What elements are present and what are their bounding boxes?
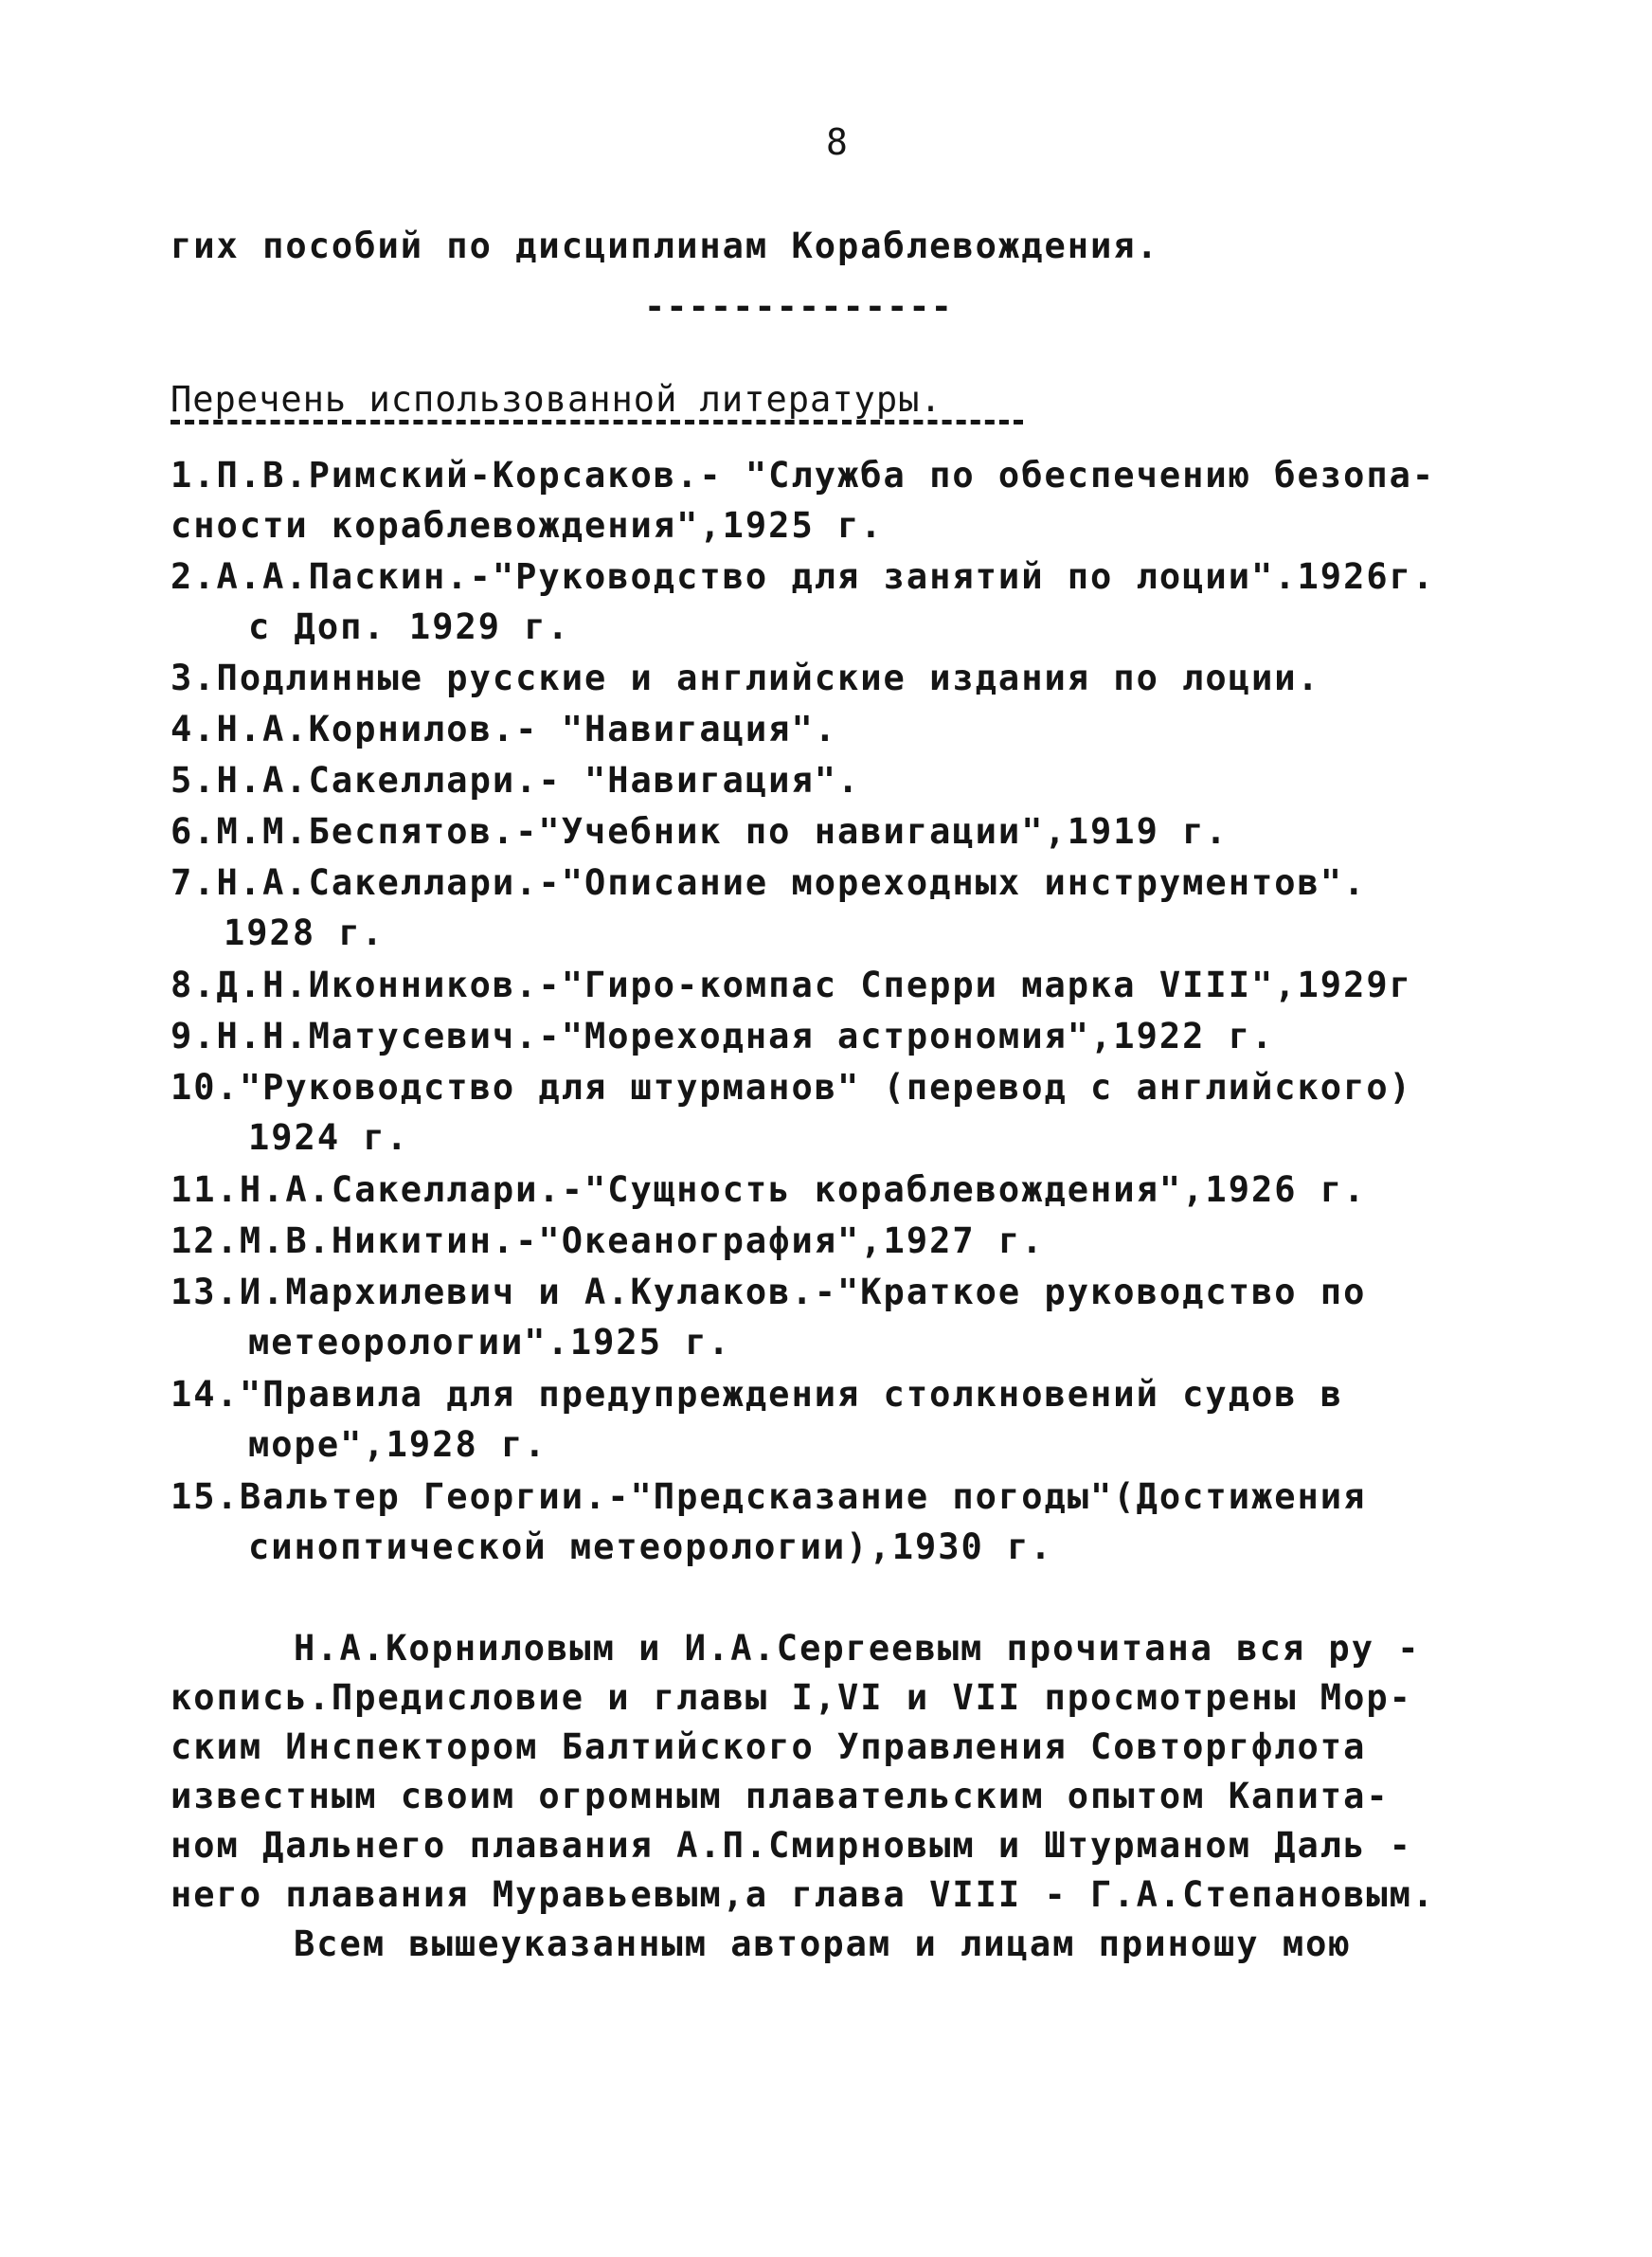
reference-11-line1: 11.Н.А.Сакеллари.-"Сущность кораблевождения",1926 г.	[171, 1169, 1367, 1210]
reference-2-line2: с Доп. 1929 г.	[248, 606, 570, 647]
paragraph-line-1: Н.А.Корниловым и И.А.Сергеевым прочитана вся ру -	[294, 1628, 1421, 1669]
paragraph-line-4: известным своим огромным плавательским опытом Капита-	[171, 1776, 1390, 1816]
reference-6-line1: 6.М.М.Беспятов.-"Учебник по навигации",1919 г.	[171, 811, 1229, 852]
page-number: 8	[826, 121, 848, 163]
references-heading: Перечень использованной литературы.	[171, 379, 943, 420]
reference-14-line1: 14."Правила для предупреждения столкновений судов в	[171, 1374, 1344, 1415]
reference-13-line1: 13.И.Мархилевич и А.Кулаков.-"Краткое руководство по	[171, 1272, 1367, 1312]
reference-4-line1: 4.Н.А.Корнилов.- "Навигация".	[171, 709, 838, 749]
reference-7-line2: 1928 г.	[224, 912, 385, 953]
reference-10-line2: 1924 г.	[248, 1117, 409, 1158]
reference-5-line1: 5.Н.А.Сакеллари.- "Навигация".	[171, 760, 861, 801]
reference-7-line1: 7.Н.А.Сакеллари.-"Описание мореходных инструментов".	[171, 862, 1367, 903]
paragraph-line-2: копись.Предисловие и главы I,VI и VII просмотрены Мор-	[171, 1677, 1412, 1718]
paragraph-line-5: ном Дальнего плавания А.П.Смирновым и Штурманом Даль -	[171, 1825, 1412, 1866]
reference-15-line1: 15.Вальтер Георгии.-"Предсказание погоды"(Достижения	[171, 1476, 1367, 1517]
heading-underline	[171, 420, 1023, 424]
separator-line: --------------	[644, 286, 953, 327]
reference-13-line2: метеорологии".1925 г.	[248, 1322, 731, 1363]
reference-10-line1: 10."Руководство для штурманов" (перевод с английского)	[171, 1067, 1412, 1108]
reference-1-line1: 1.П.В.Римский-Корсаков.- "Служба по обеспечению безопа-	[171, 455, 1436, 496]
intro-line: гих пособий по дисциплинам Кораблевождения.	[171, 226, 1159, 266]
paragraph-line-7: Всем вышеуказанным авторам и лицам приношу мою	[294, 1923, 1352, 1964]
paragraph-line-3: ским Инспектором Балтийского Управления Совторгфлота	[171, 1726, 1367, 1767]
reference-1-line2: сности кораблевождения",1925 г.	[171, 505, 884, 546]
paragraph-line-6: него плавания Муравьевым,а глава VIII - Г.А.Степановым.	[171, 1874, 1436, 1915]
reference-8-line1: 8.Д.Н.Иконников.-"Гиро-компас Сперри марка VIII",1929г	[171, 965, 1412, 1005]
reference-3-line1: 3.Подлинные русские и английские издания по лоции.	[171, 658, 1320, 698]
reference-14-line2: море",1928 г.	[248, 1424, 548, 1465]
reference-15-line2: синоптической метеорологии),1930 г.	[248, 1526, 1053, 1567]
reference-2-line1: 2.А.А.Паскин.-"Руководство для занятий по лоции".1926г.	[171, 556, 1436, 597]
reference-9-line1: 9.Н.Н.Матусевич.-"Мореходная астрономия",1922 г.	[171, 1016, 1275, 1056]
reference-12-line1: 12.М.В.Никитин.-"Океанография",1927 г.	[171, 1220, 1045, 1261]
